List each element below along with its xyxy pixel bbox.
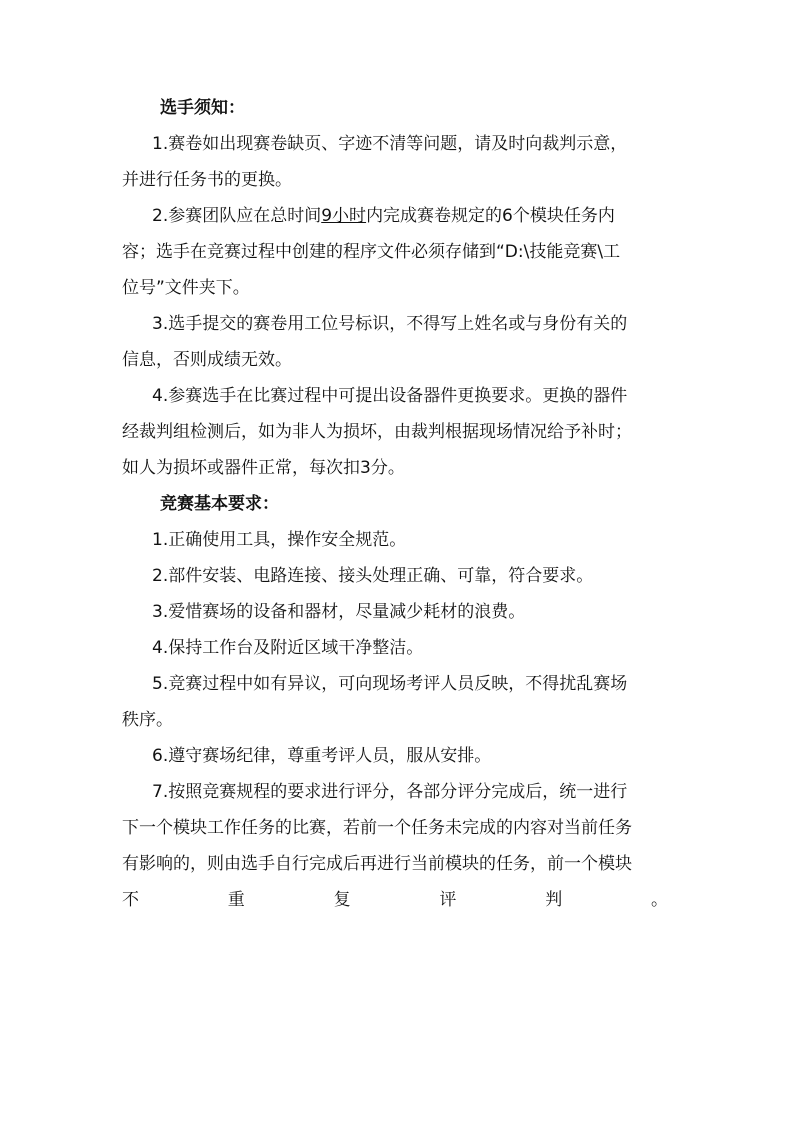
requirements-heading: 竞赛基本要求：: [160, 494, 279, 514]
notice-item-4-line-1: 4.参赛选手在比赛过程中可提出设备器件更换要求。更换的器件: [152, 386, 628, 406]
notice-item-3-line-1: 3.选手提交的赛卷用工位号标识，不得写上姓名或与身份有关的: [152, 314, 628, 334]
requirement-5-line-1: 5.竞赛过程中如有异议，可向现场考评人员反映，不得扰乱赛场: [152, 674, 628, 694]
requirement-1: [122, 522, 682, 558]
notice-item-1-line-2: 并进行任务书的更换。: [122, 170, 292, 190]
requirement-6: [122, 738, 682, 774]
requirement-1-text: 1.正确使用工具，操作安全规范。: [152, 530, 407, 550]
notice-item-2-text-b: 内完成赛卷规定的6个模块任务内: [366, 206, 615, 226]
requirement-7-line-2: 下一个模块工作任务的比赛，若前一个任务未完成的内容对当前任务: [122, 818, 632, 838]
notice-item-2-line-3: 位号”文件夹下。: [122, 278, 250, 298]
notice-item-4-line-3: 如人为损坏或器件正常，每次扣3分。: [122, 458, 405, 478]
spread-char: 不: [122, 890, 139, 910]
requirement-7-line-1: 7.按照竞赛规程的要求进行评分，各部分评分完成后，统一进行: [152, 782, 628, 802]
notice-heading: 选手须知：: [160, 98, 245, 118]
requirement-6-text: 6.遵守赛场纪律，尊重考评人员，服从安排。: [152, 746, 492, 766]
requirement-7-line-3: 有影响的，则由选手自行完成后再进行当前模块的任务，前一个模块: [122, 854, 632, 874]
notice-item-1-line-1: 1.赛卷如出现赛卷缺页、字迹不清等问题，请及时向裁判示意，: [152, 134, 628, 154]
requirement-5: [122, 666, 682, 738]
notice-item-2-line-1: [122, 198, 682, 234]
spread-char: 判: [545, 890, 563, 910]
spread-char: 复: [333, 890, 351, 910]
notice-item-2-text-a: 2.参赛团队应在总时间: [152, 206, 322, 226]
spread-char: 。: [650, 890, 668, 910]
notice-item-4: [122, 378, 682, 486]
notice-item-1: [122, 126, 682, 198]
requirement-4-text: 4.保持工作台及附近区域干净整洁。: [152, 638, 424, 658]
notice-item-2: [122, 198, 682, 306]
notice-item-3-line-2: 信息，否则成绩无效。: [122, 350, 292, 370]
notice-item-4-line-2: 经裁判组检测后，如为非人为损坏，由裁判根据现场情况给予补时；: [122, 422, 632, 442]
requirement-2-text: 2.部件安装、电路连接、接头处理正确、可靠，符合要求。: [152, 566, 594, 586]
requirement-7-line-4: [122, 882, 668, 918]
notice-item-3: [122, 306, 682, 378]
requirement-2: [122, 558, 682, 594]
notice-item-2-line-2: 容；选手在竞赛过程中创建的程序文件必须存储到“D:\技能竞赛\工: [122, 242, 621, 262]
spread-char: 评: [439, 890, 457, 910]
time-limit-underlined: 9小时: [321, 206, 367, 226]
requirement-3: [122, 594, 682, 630]
requirement-4: [122, 630, 682, 666]
requirement-5-line-2: 秩序。: [122, 710, 173, 730]
document-page: [122, 90, 682, 918]
requirement-7: [122, 774, 682, 882]
spread-char: 重: [227, 890, 245, 910]
requirement-3-text: 3.爱惜赛场的设备和器材，尽量减少耗材的浪费。: [152, 602, 526, 622]
